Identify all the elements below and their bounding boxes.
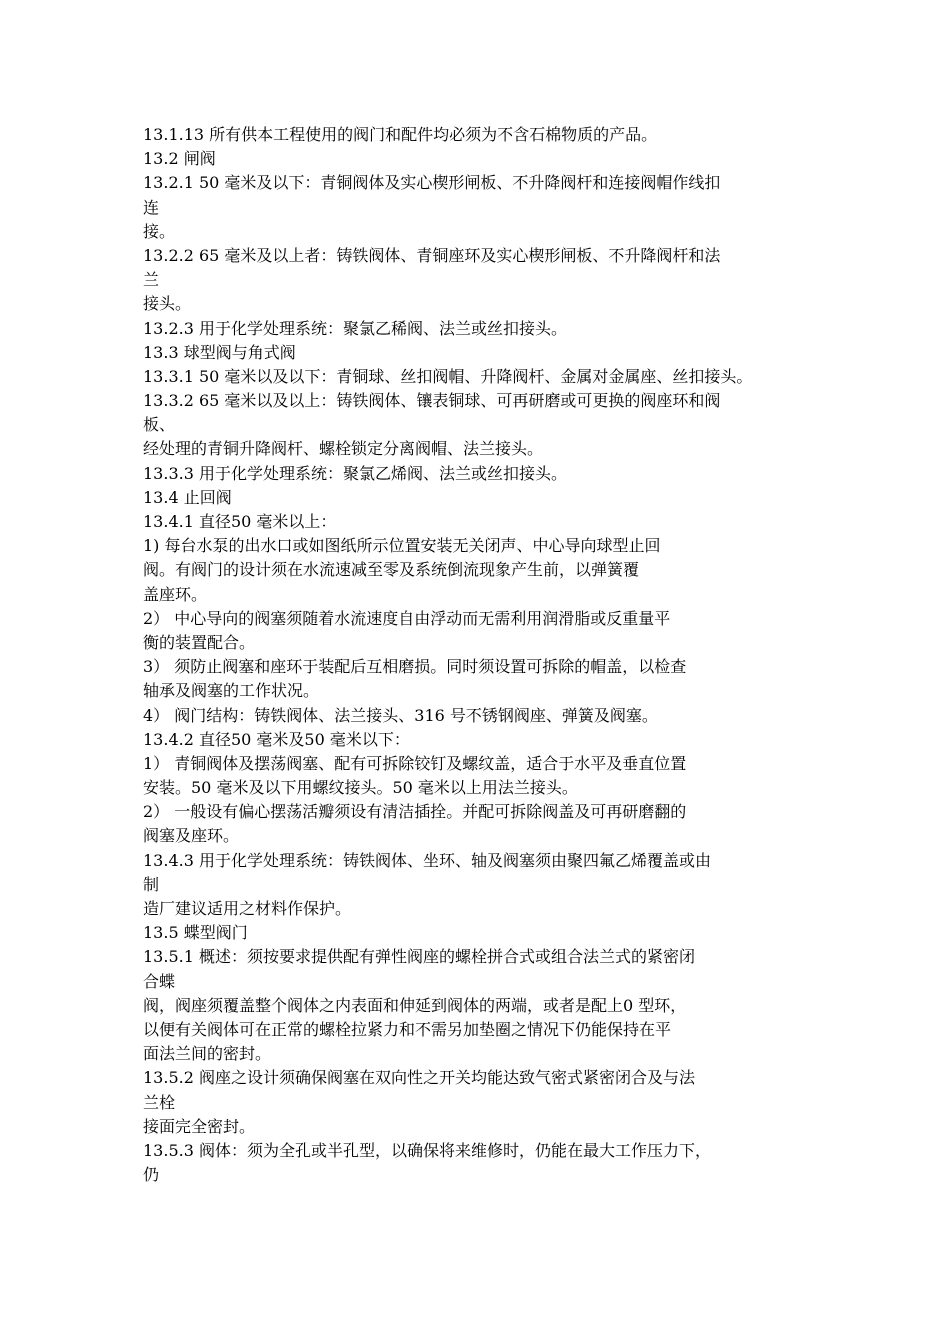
text-line: 连 bbox=[143, 197, 160, 217]
text-line: 造厂建议适用之材料作保护。 bbox=[143, 899, 352, 918]
text-line: 13.4.3 用于化学处理系统：铸铁阀体、坐环、轴及阀塞须由聚四氟乙烯覆盖或由 bbox=[143, 850, 711, 870]
text-line: 13.2.3 用于化学处理系统：聚氯乙稀阀、法兰或丝扣接头。 bbox=[143, 318, 567, 338]
text-line: 13.3.3 用于化学处理系统：聚氯乙烯阀、法兰或丝扣接头。 bbox=[143, 463, 567, 483]
text-line: 13.2.1 50 毫米及以下：青铜阀体及实心楔形闸板、不升降阀杆和连接阀帽作线扣 bbox=[143, 173, 721, 193]
text-line: 板、 bbox=[143, 415, 176, 435]
text-line: 1) 每台水泵的出水口或如图纸所示位置安装无关闭声、中心导向球型止回 bbox=[143, 536, 661, 556]
section-heading: 13.3 球型阀与角式阀 bbox=[143, 342, 296, 362]
section-heading: 13.5 蝶型阀门 bbox=[143, 923, 248, 943]
text-line: 接面完全密封。 bbox=[143, 1116, 256, 1136]
text-line: 面法兰间的密封。 bbox=[143, 1044, 272, 1064]
text-line: 13.3.1 50 毫米以及以下：青铜球、丝扣阀帽、升降阀杆、金属对金属座、丝扣接头。 bbox=[143, 366, 753, 386]
text-line: 接头。 bbox=[143, 294, 192, 314]
text-line: 经处理的青铜升降阀杆、螺栓锁定分离阀帽、法兰接头。 bbox=[143, 439, 544, 459]
text-line: 13.2.2 65 毫米及以上者：铸铁阀体、青铜座环及实心楔形闸板、不升降阀杆和法 bbox=[143, 245, 721, 265]
text-line: 2） 一般设有偏心摆荡活瓣须设有清洁插拴。并配可拆除阀盖及可再研磨翻的 bbox=[143, 802, 687, 822]
text-line: 衡的装置配合。 bbox=[143, 632, 256, 652]
text-line: 阀塞及座环。 bbox=[143, 826, 240, 846]
text-line: 13.1.13 所有供本工程使用的阀门和配件均必须为不含石棉物质的产品。 bbox=[143, 125, 658, 144]
text-line: 1） 青铜阀体及摆荡阀塞、配有可拆除铰钉及螺纹盖，适合于水平及垂直位置 bbox=[143, 753, 687, 773]
section-heading: 13.2 闸阀 bbox=[143, 149, 216, 169]
text-line: 合蝶 bbox=[143, 971, 176, 991]
text-line: 13.5.2 阀座之设计须确保阀塞在双向性之开关均能达致气密式紧密闭合及与法 bbox=[143, 1068, 695, 1088]
text-line: 13.3.2 65 毫米以及以上：铸铁阀体、镶表铜球、可再研磨或可更换的阀座环和阀 bbox=[143, 391, 721, 411]
text-line: 以便有关阀体可在正常的螺栓拉紧力和不需另加垫圈之情况下仍能保持在平 bbox=[143, 1019, 672, 1039]
text-line: 3） 须防止阀塞和座环于装配后互相磨损。同时须设置可拆除的帽盖，以检查 bbox=[143, 657, 687, 677]
text-line: 仍 bbox=[143, 1165, 160, 1185]
text-line: 兰栓 bbox=[143, 1092, 176, 1112]
text-line: 盖座环。 bbox=[143, 584, 208, 604]
text-line: 13.4.1 直径50 毫米以上： bbox=[143, 512, 337, 531]
text-line: 制 bbox=[143, 874, 160, 894]
text-line: 阀。有阀门的设计须在水流速减至零及系统倒流现象产生前，以弹簧覆 bbox=[143, 560, 640, 580]
text-line: 安装。50 毫米及以下用螺纹接头。50 毫米以上用法兰接头。 bbox=[143, 778, 578, 798]
text-line: 4） 阀门结构：铸铁阀体、法兰接头、316 号不锈钢阀座、弹簧及阀塞。 bbox=[143, 705, 658, 725]
text-line: 13.5.1 概述：须按要求提供配有弹性阀座的螺栓拼合式或组合法兰式的紧密闭 bbox=[143, 947, 695, 967]
text-line: 接。 bbox=[143, 221, 176, 241]
section-heading: 13.4 止回阀 bbox=[143, 487, 232, 507]
text-line: 阀，阀座须覆盖整个阀体之内表面和伸延到阀体的两端，或者是配上0 型环， bbox=[143, 995, 687, 1015]
text-line: 兰 bbox=[143, 270, 160, 290]
text-line: 2） 中心导向的阀塞须随着水流速度自由浮动而无需利用润滑脂或反重量平 bbox=[143, 608, 671, 628]
text-line: 轴承及阀塞的工作状况。 bbox=[143, 681, 320, 701]
text-line: 13.5.3 阀体：须为全孔或半孔型，以确保将来维修时，仍能在最大工作压力下， bbox=[143, 1140, 711, 1160]
document-body bbox=[143, 123, 813, 1187]
text-line: 13.4.2 直径50 毫米及50 毫米以下： bbox=[143, 729, 410, 749]
